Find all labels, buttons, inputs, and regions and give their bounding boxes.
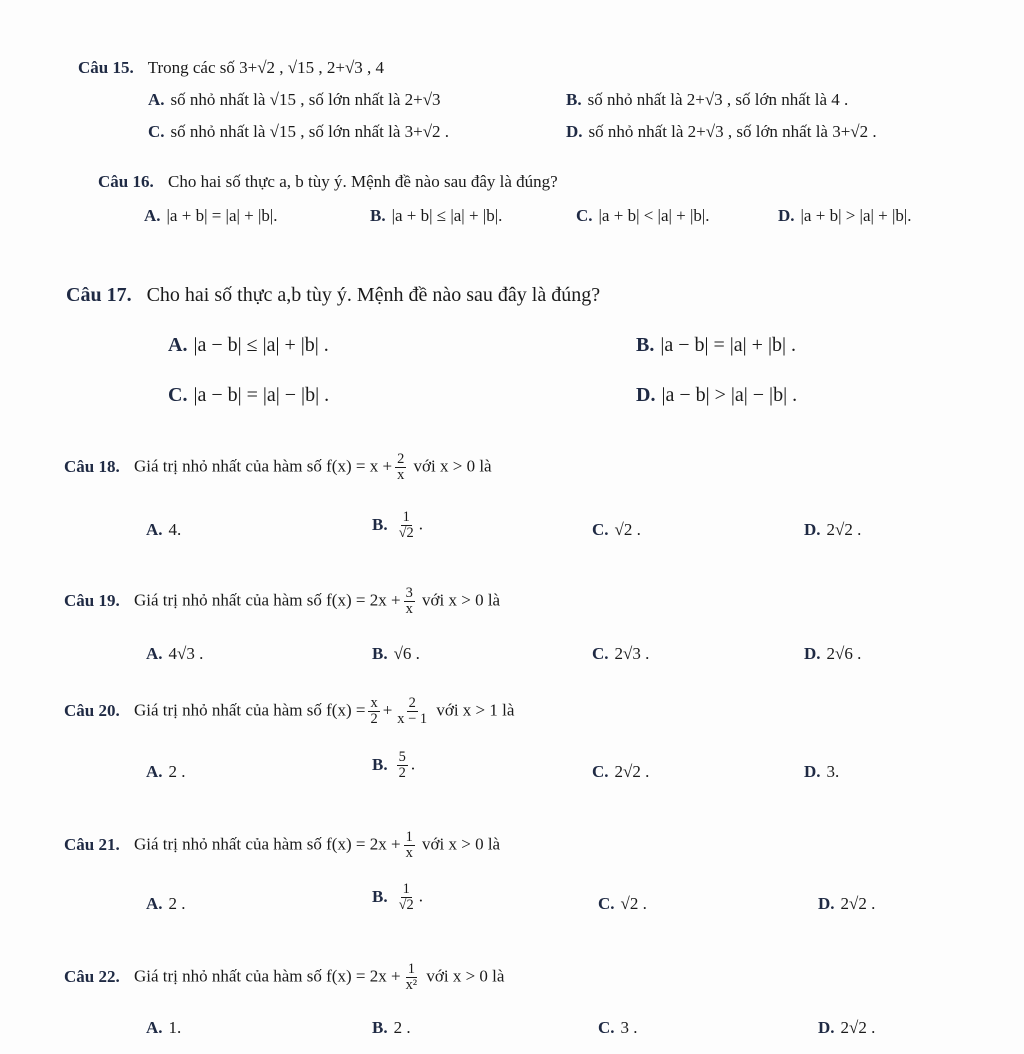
option-c <box>598 894 647 914</box>
option-text: |a − b| > |a| − |b| . <box>661 384 798 406</box>
function-lhs: f(x) = 2x + <box>326 590 401 610</box>
option-label: C. <box>592 762 609 781</box>
option-text: số nhỏ nhất là 2+√3 , số lớn nhất là 3+√2 . <box>588 122 877 141</box>
option-d <box>804 762 839 782</box>
question-stem <box>66 284 600 307</box>
question-stem <box>64 586 500 617</box>
option-label: D. <box>778 206 795 225</box>
function-lhs: f(x) = 2x + <box>326 966 401 986</box>
question-stem: Câu 20. Giá trị nhỏ nhất của hàm số f(x) = $\frac{x}{2}$ + $\frac{2}{x - 1}$ với x > 1 là <box>64 695 515 728</box>
option-label: A. <box>146 762 163 781</box>
question-number: Câu 17. <box>66 284 132 306</box>
condition: với x > 1 là <box>436 700 515 720</box>
question-number: Câu 19. <box>64 590 120 610</box>
fraction-denominator: √2 <box>398 525 414 542</box>
option-label: C. <box>148 122 165 141</box>
option-a <box>148 90 441 110</box>
option-text: . <box>410 754 416 774</box>
stem-math: 3+√2 , √15 , 2+√3 , 4 <box>239 58 385 77</box>
option-d <box>778 206 912 226</box>
option-text: số nhỏ nhất là √15 , số lớn nhất là 2+√3 <box>170 90 441 109</box>
fraction-denominator: x <box>405 845 413 862</box>
option-d <box>566 122 877 142</box>
stem-text: Cho hai số thực a,b tùy ý. Mệnh đề nào sau đây là đúng? <box>146 284 601 306</box>
fraction <box>397 750 408 781</box>
option-label: D. <box>566 122 583 141</box>
option-label: C. <box>592 644 609 663</box>
stem-text: Cho hai số thực a, b tùy ý. Mệnh đề nào sau đây là đúng? <box>167 172 558 191</box>
stem-text: Giá trị nhỏ nhất của hàm số <box>133 456 322 476</box>
fraction-numerator: 2 <box>397 451 405 467</box>
fraction-numerator: 1 <box>405 829 413 845</box>
fraction <box>397 510 416 541</box>
question-number: Câu 16. <box>98 172 154 191</box>
condition: với x > 0 là <box>422 590 501 610</box>
option-text: √2 . <box>614 520 641 539</box>
option-c <box>148 122 449 142</box>
stem-text: Giá trị nhỏ nhất của hàm số <box>133 966 322 986</box>
condition: với x > 0 là <box>422 834 501 854</box>
stem-text: Trong các số <box>147 58 235 77</box>
function-lhs: f(x) = <box>326 700 366 720</box>
condition: với x > 0 là <box>413 456 492 476</box>
option-a <box>168 334 329 357</box>
option-label: C. <box>598 894 615 913</box>
option-a <box>146 520 181 540</box>
fraction-denominator: x <box>397 467 405 484</box>
fraction-numerator: 1 <box>402 881 410 897</box>
option-text: số nhỏ nhất là √15 , số lớn nhất là 3+√2 . <box>170 122 450 141</box>
fraction-denominator: x − 1 <box>397 711 428 728</box>
option-a <box>146 644 203 664</box>
fraction-denominator: 2 <box>398 765 406 782</box>
option-label: A. <box>146 520 163 539</box>
option-text: 2√2 . <box>826 520 862 539</box>
question-number: Câu 15. <box>78 58 134 77</box>
fraction <box>404 830 415 861</box>
option-text: 2 . <box>168 894 186 913</box>
option-b <box>370 206 502 226</box>
option-c <box>592 644 649 664</box>
fraction <box>404 962 420 993</box>
option-b <box>372 750 415 781</box>
option-text: 3 . <box>620 1018 638 1037</box>
option-a <box>146 894 186 914</box>
option-c <box>168 384 329 407</box>
option-a <box>146 762 186 782</box>
fraction-denominator: 2 <box>370 711 378 728</box>
fraction-numerator: 2 <box>408 695 416 711</box>
fraction-denominator: √2 <box>398 897 414 914</box>
option-label: B. <box>636 334 655 356</box>
fraction <box>395 696 429 727</box>
option-label: B. <box>372 1018 388 1037</box>
option-label: D. <box>804 762 821 781</box>
option-d <box>818 894 875 914</box>
option-label: C. <box>576 206 593 225</box>
stem-text: Giá trị nhỏ nhất của hàm số <box>133 700 322 720</box>
option-text: 2 . <box>168 762 186 781</box>
question-number: Câu 22. <box>64 966 120 986</box>
fraction-numerator: x <box>370 695 378 711</box>
question-stem <box>64 830 500 861</box>
option-c <box>576 206 710 226</box>
option-b <box>372 510 423 541</box>
option-label: D. <box>818 1018 835 1037</box>
function-lhs: f(x) = 2x + <box>326 834 401 854</box>
option-text: . <box>418 886 423 906</box>
fraction <box>397 882 416 913</box>
option-b <box>372 882 423 913</box>
fraction-numerator: 5 <box>398 749 406 765</box>
option-d <box>818 1018 875 1038</box>
option-text: 4. <box>168 520 182 539</box>
option-text: 2√3 . <box>614 644 650 663</box>
option-b <box>566 90 848 110</box>
question-stem <box>64 452 492 483</box>
option-text: |a + b| > |a| + |b|. <box>800 206 912 225</box>
option-text: √6 . <box>393 644 420 663</box>
option-text: số nhỏ nhất là 2+√3 , số lớn nhất là 4 . <box>587 90 849 109</box>
option-label: D. <box>804 644 821 663</box>
option-label: C. <box>592 520 609 539</box>
option-label: C. <box>598 1018 615 1037</box>
fraction-numerator: 1 <box>402 509 410 525</box>
option-text: |a + b| = |a| + |b|. <box>166 206 278 225</box>
option-text: 2 . <box>393 1018 411 1037</box>
option-d <box>804 644 861 664</box>
question-number: Câu 18. <box>64 456 120 476</box>
option-text: |a − b| = |a| − |b| . <box>193 384 330 406</box>
option-label: B. <box>566 90 582 109</box>
option-text: 3. <box>826 762 840 781</box>
fraction-numerator: 1 <box>407 961 415 977</box>
option-label: A. <box>146 894 163 913</box>
fraction <box>395 452 406 483</box>
option-label: A. <box>144 206 161 225</box>
fraction-denominator: x² <box>405 977 418 994</box>
option-label: A. <box>146 1018 163 1037</box>
option-label: B. <box>372 754 388 774</box>
question-number: Câu 20. <box>64 700 120 720</box>
option-text: |a − b| = |a| + |b| . <box>660 334 796 356</box>
option-text: . <box>418 514 423 534</box>
option-label: C. <box>168 384 188 406</box>
option-label: B. <box>370 206 386 225</box>
fraction-numerator: 3 <box>405 585 413 601</box>
option-a <box>144 206 278 226</box>
option-label: D. <box>818 894 835 913</box>
option-label: A. <box>168 334 188 356</box>
question-stem <box>98 172 558 192</box>
option-label: B. <box>372 514 388 534</box>
option-b <box>372 1018 411 1038</box>
question-number: Câu 21. <box>64 834 120 854</box>
question-stem <box>64 962 504 993</box>
option-label: B. <box>372 886 388 906</box>
option-b <box>372 644 420 664</box>
option-c <box>592 762 649 782</box>
option-text: 2√2 . <box>840 1018 876 1037</box>
option-label: D. <box>636 384 656 406</box>
option-text: 2√6 . <box>826 644 862 663</box>
option-a <box>146 1018 181 1038</box>
option-text: |a + b| ≤ |a| + |b|. <box>391 206 503 225</box>
option-label: B. <box>372 644 388 663</box>
option-text: √2 . <box>620 894 647 913</box>
option-c <box>598 1018 638 1038</box>
option-text: 1. <box>168 1018 182 1037</box>
option-label: D. <box>804 520 821 539</box>
question-stem <box>78 58 384 78</box>
option-label: A. <box>146 644 163 663</box>
option-text: 2√2 . <box>614 762 650 781</box>
condition: với x > 0 là <box>426 966 505 986</box>
option-text: |a + b| < |a| + |b|. <box>598 206 710 225</box>
option-c <box>592 520 641 540</box>
function-lhs: f(x) = x + <box>326 456 393 476</box>
option-text: 2√2 . <box>840 894 876 913</box>
stem-text: Giá trị nhỏ nhất của hàm số <box>133 590 322 610</box>
fraction-denominator: x <box>405 601 413 618</box>
option-b <box>636 334 796 357</box>
stem-text: Giá trị nhỏ nhất của hàm số <box>133 834 322 854</box>
option-text: 4√3 . <box>168 644 204 663</box>
option-d <box>636 384 797 407</box>
option-label: A. <box>148 90 165 109</box>
option-d <box>804 520 861 540</box>
option-text: |a − b| ≤ |a| + |b| . <box>193 334 329 356</box>
fraction <box>368 696 379 727</box>
fraction <box>404 586 415 617</box>
